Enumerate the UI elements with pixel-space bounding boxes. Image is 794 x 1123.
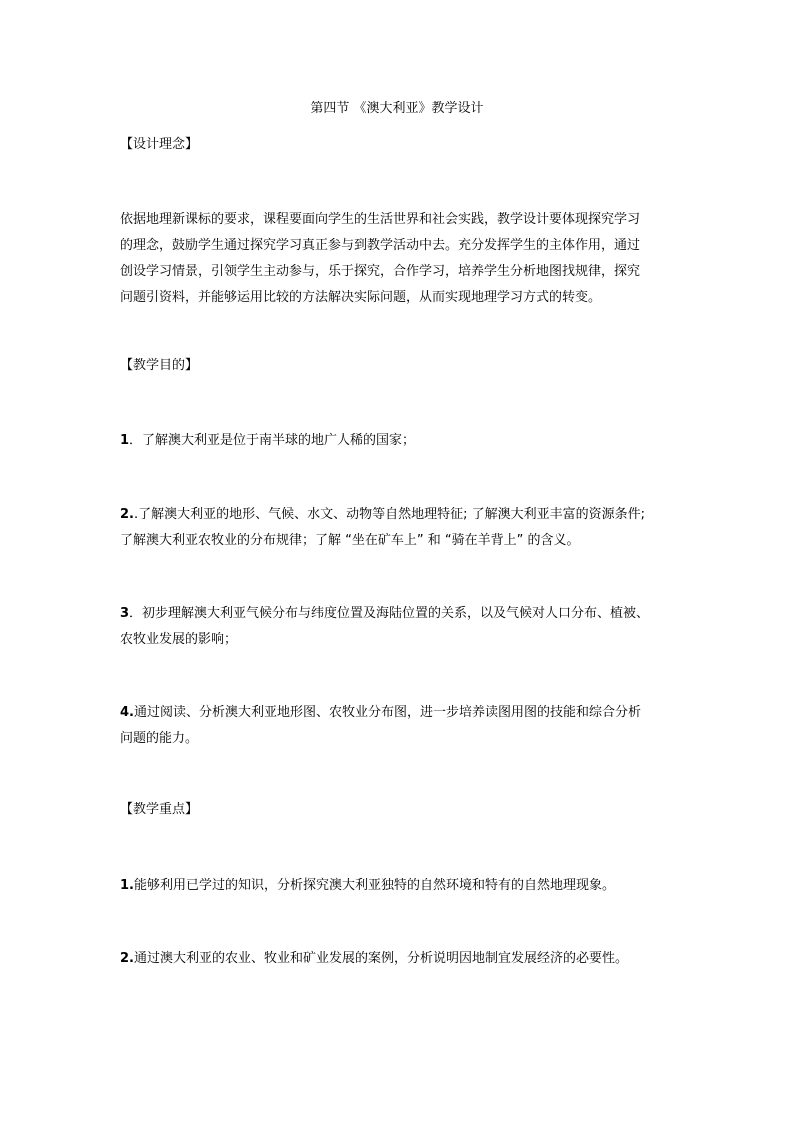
paragraph-line: 了解澳大利亚农牧业的分布规律；了解 “坐在矿车上” 和 “骑在羊背上” 的含义。 bbox=[120, 533, 580, 548]
item-number: 1. bbox=[120, 878, 134, 893]
paragraph-line: 的理念，鼓励学生通过探究学习真正参与到教学活动中去。充分发挥学生的主体作用，通过 bbox=[120, 238, 641, 253]
document-title: 第四节 《澳大利亚》教学设计 bbox=[310, 101, 484, 116]
item-text: 通过澳大利亚的农业、牧业和矿业发展的案例，分析说明因地制宜发展经济的必要性。 bbox=[133, 951, 628, 966]
key-point-item-1 bbox=[120, 873, 680, 899]
item-text: ．初步理解澳大利亚气候分布与纬度位置及海陆位置的关系，以及气候对人口分布、植被、 bbox=[129, 606, 650, 621]
paragraph-line bbox=[120, 873, 680, 899]
key-point-item-2 bbox=[120, 946, 680, 972]
paragraph-line: 问题的能力。 bbox=[120, 731, 199, 746]
item-number: 4. bbox=[120, 705, 134, 720]
paragraph-line bbox=[120, 601, 680, 627]
item-number: 2. bbox=[120, 507, 134, 522]
heading-objectives: 【教学目的】 bbox=[120, 358, 199, 373]
item-text: ．了解澳大利亚是位于南半球的地广人稀的国家； bbox=[129, 433, 416, 448]
objective-item-4 bbox=[120, 700, 680, 752]
paragraph-line: 依据地理新课标的要求，课程要面向学生的生活世界和社会实践，教学设计要体现探究学习 bbox=[120, 212, 641, 227]
paragraph-design-concept bbox=[120, 207, 680, 311]
paragraph-line bbox=[120, 428, 680, 454]
item-number: 2. bbox=[120, 951, 134, 966]
paragraph-line: 农牧业发展的影响； bbox=[120, 632, 238, 647]
item-number: 3 bbox=[120, 606, 130, 621]
objective-item-3 bbox=[120, 601, 680, 653]
item-number: 1 bbox=[120, 433, 130, 448]
objective-item-1 bbox=[120, 428, 680, 454]
heading-key-points: 【教学重点】 bbox=[120, 802, 199, 817]
objective-item-2 bbox=[120, 502, 680, 554]
paragraph-line: 问题引资料，并能够运用比较的方法解决实际问题，从而实现地理学习方式的转变。 bbox=[120, 290, 602, 305]
paragraph-line: 创设学习情景，引领学生主动参与，乐于探究，合作学习，培养学生分析地图找规律，探究 bbox=[120, 264, 641, 279]
item-text: .了解澳大利亚的地形、气候、水文、动物等自然地理特征; 了解澳大利亚丰富的资源条件; bbox=[133, 507, 646, 522]
paragraph-line bbox=[120, 700, 680, 726]
item-text: 通过阅读、分析澳大利亚地形图、农牧业分布图，进一步培养读图用图的技能和综合分析 bbox=[133, 705, 641, 720]
heading-design-concept: 【设计理念】 bbox=[120, 137, 199, 152]
paragraph-line bbox=[120, 502, 680, 528]
paragraph-line bbox=[120, 946, 680, 972]
item-text: 能够利用已学过的知识，分析探究澳大利亚独特的自然环境和特有的自然地理现象。 bbox=[133, 878, 615, 893]
